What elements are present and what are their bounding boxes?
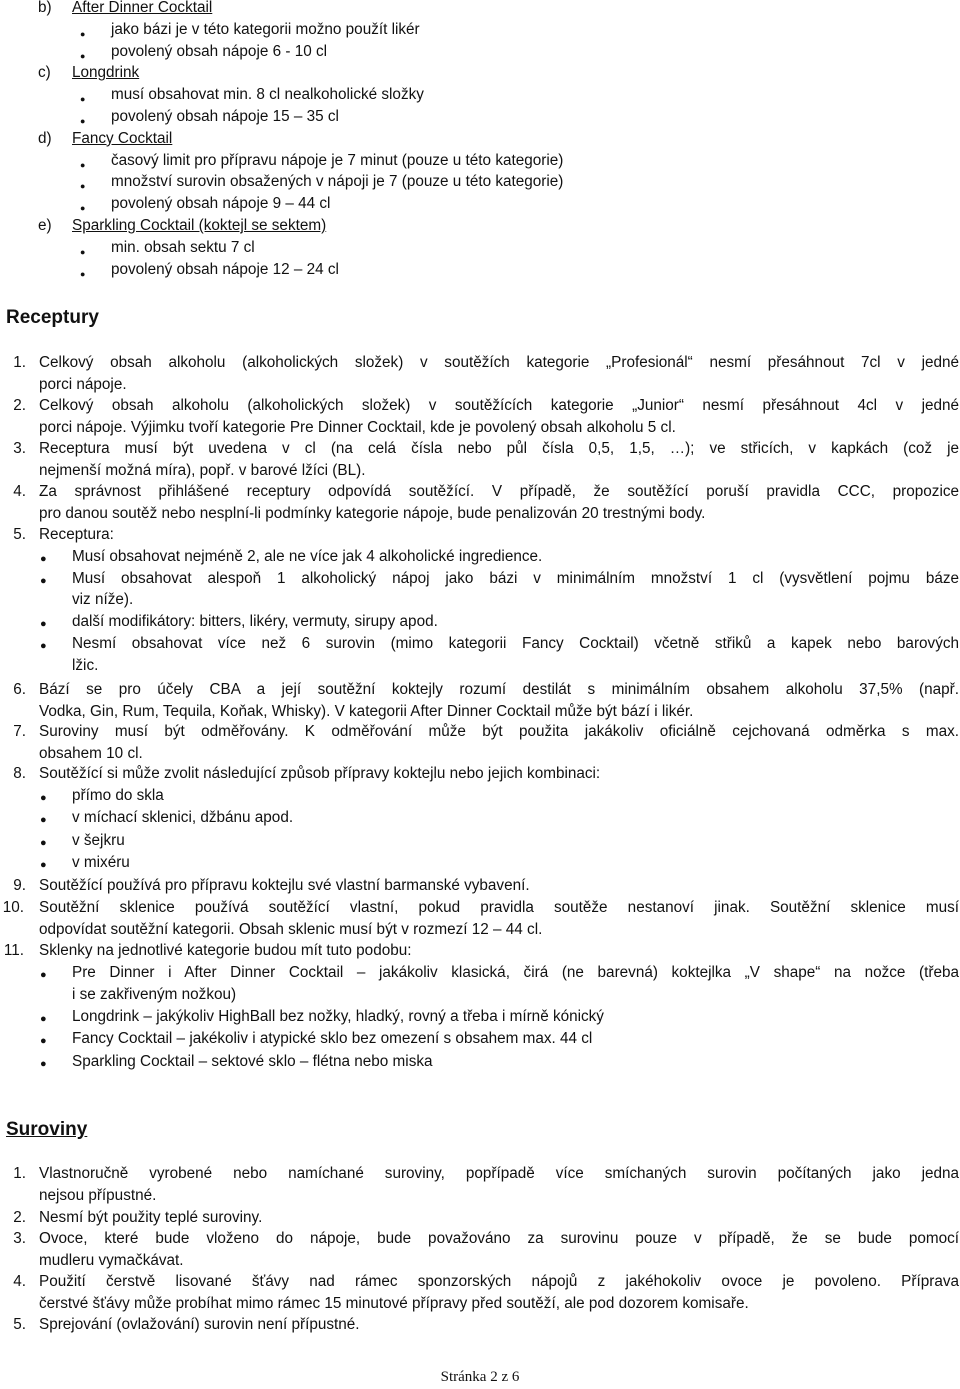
text-line: Sparkling Cocktail – sektové sklo – flétna nebo miska (72, 1052, 433, 1070)
text-line: Za správnost přihlášené receptury odpovídá soutěžící. V případě, že soutěžící poruší pravidla CCC, propozice (39, 483, 959, 500)
bullet-icon: ● (80, 50, 86, 61)
rule-number: 6. (13, 681, 26, 698)
section-heading-receptury: Receptury (6, 307, 99, 328)
category-item: časový limit pro přípravu nápoje je 7 minut (pouze u této kategorie) (111, 151, 564, 169)
list-item: v mixéru (72, 853, 130, 871)
category-letter: e) (38, 217, 52, 234)
text-line: nejsou přípustné. (39, 1186, 157, 1204)
text-line: další modifikátory: bitters, likéry, vermuty, sirupy apod. (72, 613, 438, 631)
category-item: musí obsahovat min. 8 cl nealkoholické složky (111, 86, 424, 104)
text-line: Receptura musí být uvedena v cl (na celá čísla nebo půl čísla 0,5, 1,5, …); ve střicích, v kapkách (což je (39, 440, 959, 457)
bullet-icon: ● (80, 116, 86, 126)
text-line: lžic. (72, 656, 99, 674)
text-line: Suroviny musí být odměřovány. K odměřování může být použita jakákoliv oficiálně cejchovaná odměrka s max. (39, 723, 959, 740)
text-line: odpovídat soutěžní kategorii. Obsah sklenic musí být v rozmezí 12 – 44 cl. (39, 920, 543, 938)
text-line: Vlastnoručně vyrobené nebo namíchané suroviny, popřípadě více smíchaných surovin počítaných jako jedna (39, 1165, 959, 1182)
text-line: obsahem 10 cl. (39, 744, 143, 762)
category-item: jako bázi je v této kategorii možno použít likér (111, 20, 420, 38)
rule-number: 7. (13, 723, 26, 740)
rule-number: 5. (13, 526, 26, 543)
category-item: množství surovin obsažených v nápoji je 7 (pouze u této kategorie) (111, 173, 564, 191)
list-item: přímo do skla (72, 787, 164, 804)
bullet-icon: ● (40, 574, 47, 587)
category-item: min. obsah sektu 7 cl (111, 238, 255, 256)
text-line: nejmenší možná míra), popř. v barové lžíci (BL). (39, 461, 366, 479)
text-line: Fancy Cocktail – jakékoliv i atypické sklo bez omezení s obsahem max. 44 cl (72, 1030, 593, 1048)
category-letter: d) (38, 129, 52, 147)
rule-number: 2. (13, 1209, 26, 1226)
category-letter: c) (38, 64, 51, 82)
text-line: Bází se pro účely CBA a její soutěžní koktejly rozumí destilát s minimálním obsahem alkoholu 37,5% (např. (39, 681, 959, 698)
rule-number: 3. (13, 1230, 26, 1247)
text-line: Soutěžící používá pro přípravu koktejlu své vlastní barmanské vybavení. (39, 877, 530, 894)
bullet-icon: ● (40, 814, 47, 827)
category-name: Longdrink (72, 64, 140, 82)
text-line: Receptura: (39, 526, 114, 543)
bullet-icon: ● (80, 159, 86, 170)
text-line: Musí obsahovat nejméně 2, ale ne více jak 4 alkoholické ingredience. (72, 548, 543, 565)
bullet-icon: ● (80, 94, 86, 105)
list-item: v míchací sklenici, džbánu apod. (72, 809, 294, 827)
bullet-icon: ● (80, 181, 86, 192)
category-item: povolený obsah nápoje 12 – 24 cl (111, 260, 339, 278)
text-line: Celkový obsah alkoholu (alkoholických složek) v soutěžích kategorie „Profesionál“ nesmí přesáhnout 7cl v jedné (39, 354, 959, 371)
text-line: Celkový obsah alkoholu (alkoholických složek) v soutěžících kategorie „Junior“ nesmí přesáhnout 4cl v jedné (39, 397, 959, 414)
page-footer: Stránka 2 z 6 (440, 1369, 520, 1385)
text-line: porci nápoje. Výjimku tvoří kategorie Pre Dinner Cocktail, kde je povolený obsah alkoholu 5 cl. (39, 418, 676, 436)
rule-number: 11. (3, 942, 24, 959)
bullet-icon: ● (80, 203, 86, 214)
text-line: Nesmí být použity teplé suroviny. (39, 1209, 263, 1226)
rule-number: 3. (13, 440, 26, 457)
bullet-icon: ● (40, 618, 47, 631)
text-line: Longdrink – jakýkoliv HighBall bez nožky, hladký, rovný a třeba i mírně kónický (72, 1008, 604, 1026)
text-line: čerstvé šťávy může probíhat mimo rámec 15 minutové přípravy před soutěží, ale pod dozorem komisaře. (39, 1294, 749, 1312)
category-item: povolený obsah nápoje 9 – 44 cl (111, 195, 331, 213)
bullet-icon: ● (40, 1013, 47, 1026)
rule-number: 1. (13, 354, 26, 371)
rule-number: 5. (13, 1316, 26, 1333)
bullet-icon: ● (40, 1035, 47, 1048)
rule-number: 10. (2, 899, 24, 916)
text-line: porci nápoje. (39, 375, 127, 393)
rule-number: 8. (13, 765, 26, 782)
bullet-icon: ● (80, 268, 86, 279)
rule-number: 4. (13, 1273, 26, 1290)
category-name: Sparkling Cocktail (koktejl se sektem) (72, 217, 327, 234)
text-line: Nesmí obsahovat více než 6 surovin (mimo kategorii Fancy Cocktail) včetně střiků a kapek nebo barových (72, 635, 959, 653)
text-line: Použití čerstvě lisované šťávy nad rámec sponzorských nápojů z jakéhokoliv ovoce je povoleno. Příprava (39, 1273, 959, 1290)
bullet-icon: ● (40, 969, 47, 981)
text-line: Sprejování (ovlažování) surovin není přípustné. (39, 1316, 360, 1333)
bullet-icon: ● (40, 553, 47, 565)
text-line: Sklenky na jednotlivé kategorie budou mít tuto podobu: (39, 942, 412, 959)
section-heading-suroviny: Suroviny (6, 1119, 88, 1140)
category-name: Fancy Cocktail (72, 129, 173, 147)
rule-number: 9. (13, 877, 26, 894)
list-item: v šejkru (72, 831, 125, 849)
text-line: Vodka, Gin, Rum, Tequila, Koňak, Whisky). V kategorii After Dinner Cocktail může být bází i likér. (39, 702, 694, 720)
bullet-icon: ● (80, 246, 86, 257)
text-line: Musí obsahovat alespoň 1 alkoholický nápoj jako bázi v minimálním množství 1 cl (vysvětlení pojmu báze (72, 569, 959, 587)
text-line: mudleru vymačkávat. (39, 1251, 184, 1269)
category-item: povolený obsah nápoje 6 - 10 cl (111, 42, 328, 60)
text-line: Soutěžní sklenice používá soutěžící vlastní, pokud pravidla soutěže nestanoví jinak. Soutěžní sklenice musí (39, 899, 959, 916)
category-letter: b) (38, 0, 52, 16)
bullet-icon: ● (40, 858, 47, 871)
text-line: i se zakřiveným nožkou) (72, 985, 237, 1003)
category-item: povolený obsah nápoje 15 – 35 cl (111, 108, 339, 125)
text-line: viz níže). (72, 591, 134, 609)
text-line: Ovoce, které bude vloženo do nápoje, bude považováno za surovinu pouze v případě, že se bude pomocí (39, 1230, 959, 1247)
text-line: Pre Dinner i After Dinner Cocktail – jakákoliv klasická, čirá (ne barevná) koktejlka „V shape“ na nožce (třeba (72, 964, 959, 981)
bullet-icon: ● (40, 836, 47, 849)
bullet-icon: ● (40, 1057, 47, 1070)
category-name: After Dinner Cocktail (72, 0, 213, 16)
rule-number: 1. (13, 1165, 26, 1182)
bullet-icon: ● (40, 640, 47, 653)
bullet-icon: ● (40, 792, 47, 804)
rule-number: 4. (13, 483, 26, 500)
bullet-icon: ● (80, 28, 86, 39)
rule-number: 2. (13, 397, 26, 414)
text-line: Soutěžící si může zvolit následující způsob přípravy koktejlu nebo jejich kombinaci: (39, 765, 601, 782)
text-line: pro danou soutěž nebo nesplní-li podmínky kategorie nápoje, bude penalizován 20 trestnými body. (39, 504, 706, 522)
